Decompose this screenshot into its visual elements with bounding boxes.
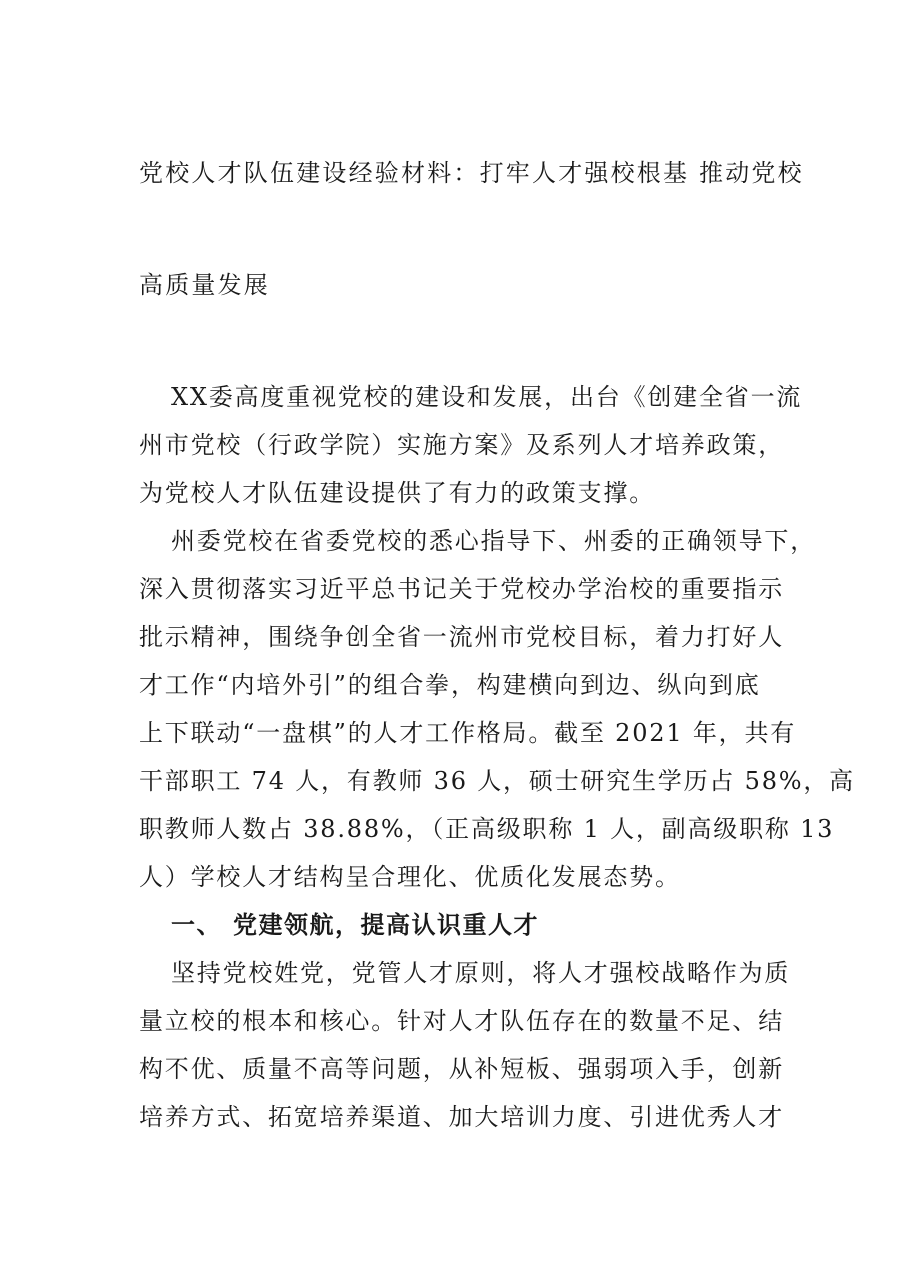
paragraph-2-line-6: 干部职工 74 人，有教师 36 人，硕士研究生学历占 58%，高 [139,767,855,795]
paragraph-1-line-3: 为党校人才队伍建设提供了有力的政策支撑。 [139,479,655,507]
paragraph-2-line-5: 上下联动“一盘棋”的人才工作格局。截至 2021 年，共有 [139,719,797,747]
paragraph-1-line-1: XX委高度重视党校的建设和发展，出台《创建全省一流 [171,383,803,411]
paragraph-2-line-3: 批示精神，围绕争创全省一流州市党校目标，着力打好人 [139,623,784,651]
section-heading-1 [171,910,811,940]
paragraph-2-line-8: 人）学校人才结构呈合理化、优质化发展态势。 [139,863,681,891]
document-title-line-1: 党校人才队伍建设经验材料：打牢人才强校根基 推动党校 [139,159,804,187]
paragraph-3-line-3: 构不优、质量不高等问题，从补短板、强弱项入手，创新 [139,1055,784,1083]
paragraph-3-line-2: 量立校的根本和核心。针对人才队伍存在的数量不足、结 [139,1007,784,1035]
paragraph-3-line-4: 培养方式、拓宽培养渠道、加大培训力度、引进优秀人才 [139,1103,784,1131]
paragraph-2-line-1: 州委党校在省委党校的悉心指导下、州委的正确领导下， [171,527,816,555]
section-heading-text: 党建领航，提高认识重人才 [233,911,539,939]
paragraph-3-line-1: 坚持党校姓党，党管人才原则，将人才强校战略作为质 [171,959,791,987]
section-heading-number: 一、 [171,911,222,939]
paragraph-2-line-7: 职教师人数占 38.88%，（正高级职称 1 人，副高级职称 13 [139,815,835,843]
paragraph-1-line-2: 州市党校（行政学院）实施方案》及系列人才培养政策， [139,431,784,459]
paragraph-2-line-2: 深入贯彻落实习近平总书记关于党校办学治校的重要指示 [139,575,784,603]
document-title-line-2: 高质量发展 [139,271,270,299]
paragraph-2-line-4: 才工作“内培外引”的组合拳，构建横向到边、纵向到底 [139,671,761,699]
